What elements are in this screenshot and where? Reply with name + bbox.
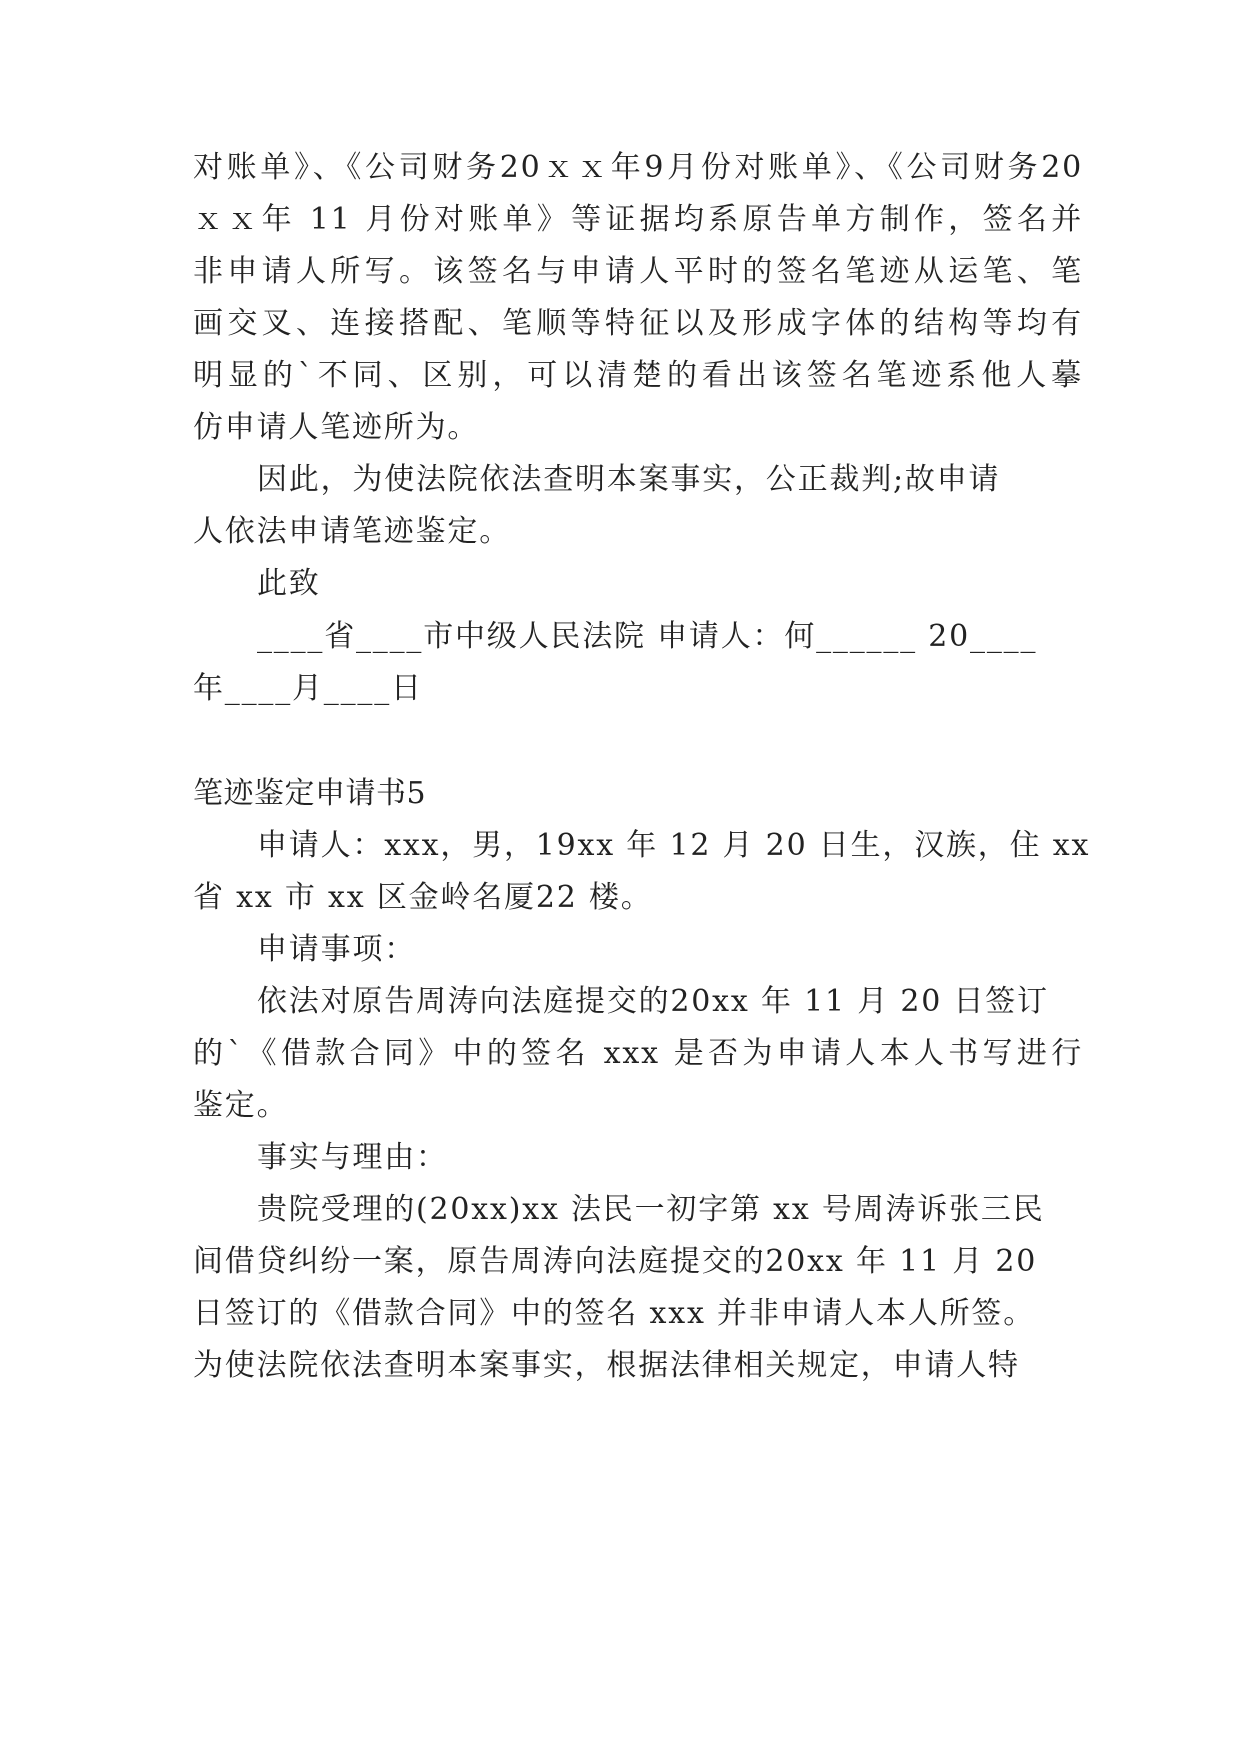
- paragraph-line: ｘｘ年 11 月份对账单》等证据均系原告单方制作，签名并: [193, 202, 1083, 237]
- date-line: 年____月____日: [193, 671, 423, 706]
- paragraph-line: 非申请人所写。该签名与申请人平时的签名笔迹从运笔、笔: [193, 254, 1083, 289]
- paragraph-line: 申请人：xxx，男，19xx 年 12 月 20 日生，汉族，住 xx: [257, 828, 1091, 863]
- paragraph-line: 鉴定。: [193, 1088, 289, 1123]
- paragraph-line: 的`《借款合同》中的签名 xxx 是否为申请人本人书写进行: [193, 1036, 1083, 1071]
- paragraph-line: 贵院受理的(20xx)xx 法民一初字第 xx 号周涛诉张三民: [257, 1192, 1045, 1227]
- section-title: 笔迹鉴定申请书5: [193, 776, 427, 811]
- subheading: 申请事项：: [257, 932, 416, 967]
- paragraph-line: 为使法院依法查明本案事实，根据法律相关规定，申请人特: [193, 1348, 1020, 1383]
- paragraph-line: 依法对原告周涛向法庭提交的20xx 年 11 月 20 日签订: [257, 984, 1049, 1019]
- paragraph-line: 明显的`不同、区别，可以清楚的看出该签名笔迹系他人摹: [193, 358, 1083, 393]
- paragraph-line: 对账单》、《公司财务20ｘｘ年9月份对账单》、《公司财务20: [193, 150, 1083, 185]
- paragraph-line: 日签订的《借款合同》中的签名 xxx 并非申请人本人所签。: [193, 1296, 1036, 1331]
- paragraph-line: 省 xx 市 xx 区金岭名厦22 楼。: [193, 880, 653, 915]
- paragraph-line: 人依法申请笔迹鉴定。: [193, 514, 511, 549]
- closing-salutation: 此致: [257, 566, 321, 601]
- paragraph-line: 因此，为使法院依法查明本案事实，公正裁判;故申请: [257, 462, 1001, 497]
- signature-line: ____省____市中级人民法院 申请人：何______ 20____: [257, 619, 1038, 654]
- paragraph-line: 仿申请人笔迹所为。: [193, 410, 480, 445]
- paragraph-line: 间借贷纠纷一案，原告周涛向法庭提交的20xx 年 11 月 20: [193, 1244, 1038, 1279]
- subheading: 事实与理由：: [257, 1140, 448, 1175]
- paragraph-line: 画交叉、连接搭配、笔顺等特征以及形成字体的结构等均有: [193, 306, 1083, 341]
